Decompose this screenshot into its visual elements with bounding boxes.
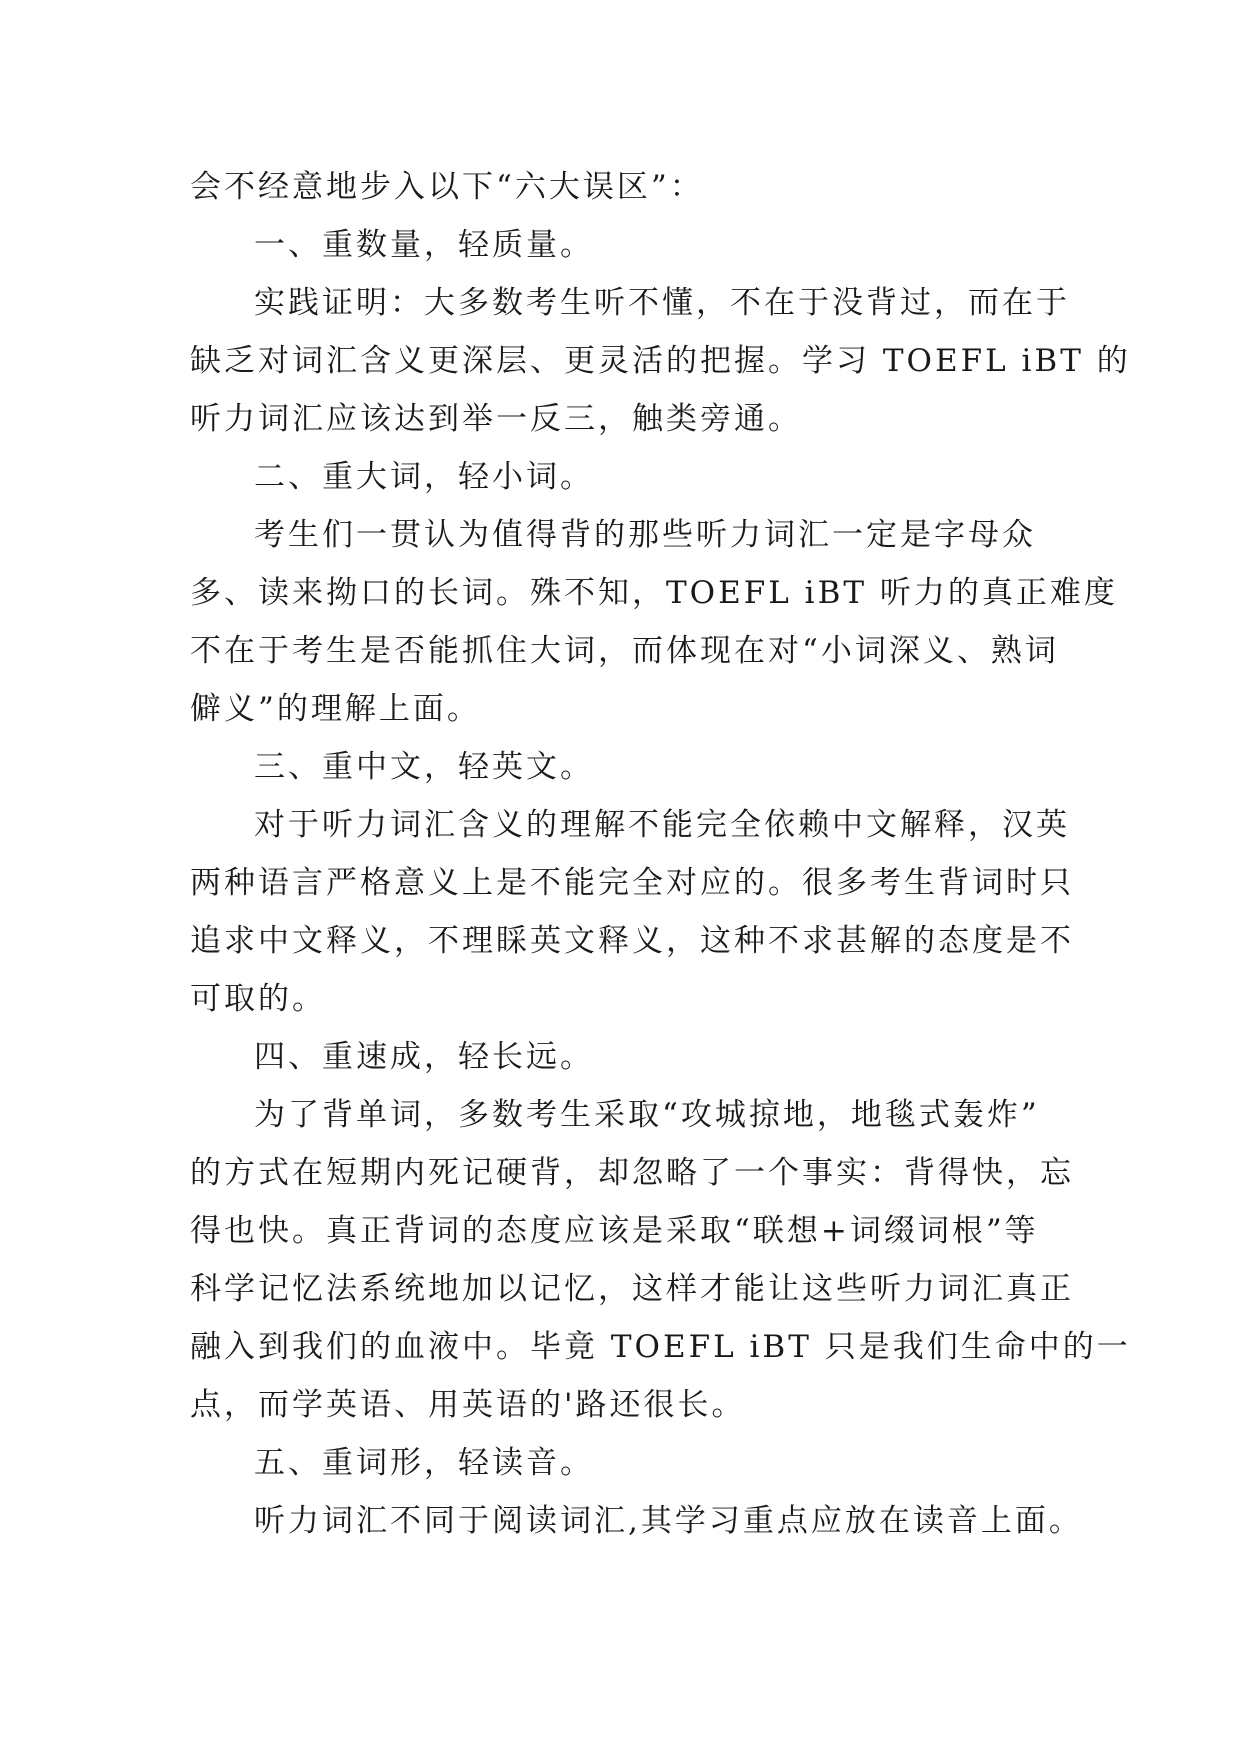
- section-heading-5: 五、重词形，轻读音。: [254, 1445, 594, 1481]
- text-line: 对于听力词汇含义的理解不能完全依赖中文解释，汉英: [254, 807, 1070, 843]
- text-line: 听力词汇应该达到举一反三，触类旁通。: [190, 401, 802, 437]
- text-line: 考生们一贯认为值得背的那些听力词汇一定是字母众: [254, 517, 1036, 553]
- text-line: 实践证明：大多数考生听不懂，不在于没背过，而在于: [254, 285, 1070, 321]
- section-heading-2: 二、重大词，轻小词。: [254, 459, 594, 495]
- text-line: 缺乏对词汇含义更深层、更灵活的把握。学习 TOEFL iBT 的: [190, 343, 1131, 379]
- text-line: 科学记忆法系统地加以记忆，这样才能让这些听力词汇真正: [190, 1271, 1074, 1307]
- text-line: 可取的。: [190, 981, 326, 1017]
- text-line: 会不经意地步入以下“六大误区”：: [190, 169, 704, 205]
- text-line: 僻义”的理解上面。: [190, 691, 481, 727]
- text-line: 多、读来拗口的长词。殊不知，TOEFL iBT 听力的真正难度: [190, 575, 1118, 611]
- text-line: 追求中文释义，不理睬英文释义，这种不求甚解的态度是不: [190, 923, 1074, 959]
- text-line: 点，而学英语、用英语的'路还很长。: [190, 1387, 746, 1423]
- text-line: 不在于考生是否能抓住大词，而体现在对“小词深义、熟词: [190, 633, 1059, 669]
- section-heading-1: 一、重数量，轻质量。: [254, 227, 594, 263]
- text-line: 得也快。真正背词的态度应该是采取“联想+词缀词根”等: [190, 1213, 1039, 1249]
- text-line: 两种语言严格意义上是不能完全对应的。很多考生背词时只: [190, 865, 1074, 901]
- section-heading-4: 四、重速成，轻长远。: [254, 1039, 594, 1075]
- text-line: 融入到我们的血液中。毕竟 TOEFL iBT 只是我们生命中的一: [190, 1329, 1131, 1365]
- document-body: [190, 158, 1131, 1550]
- text-line: 为了背单词，多数考生采取“攻城掠地，地毯式轰炸”: [254, 1097, 1040, 1133]
- text-line: 听力词汇不同于阅读词汇,其学习重点应放在读音上面。: [254, 1503, 1083, 1539]
- text-line: 的方式在短期内死记硬背，却忽略了一个事实：背得快，忘: [190, 1155, 1074, 1191]
- section-heading-3: 三、重中文，轻英文。: [254, 749, 594, 785]
